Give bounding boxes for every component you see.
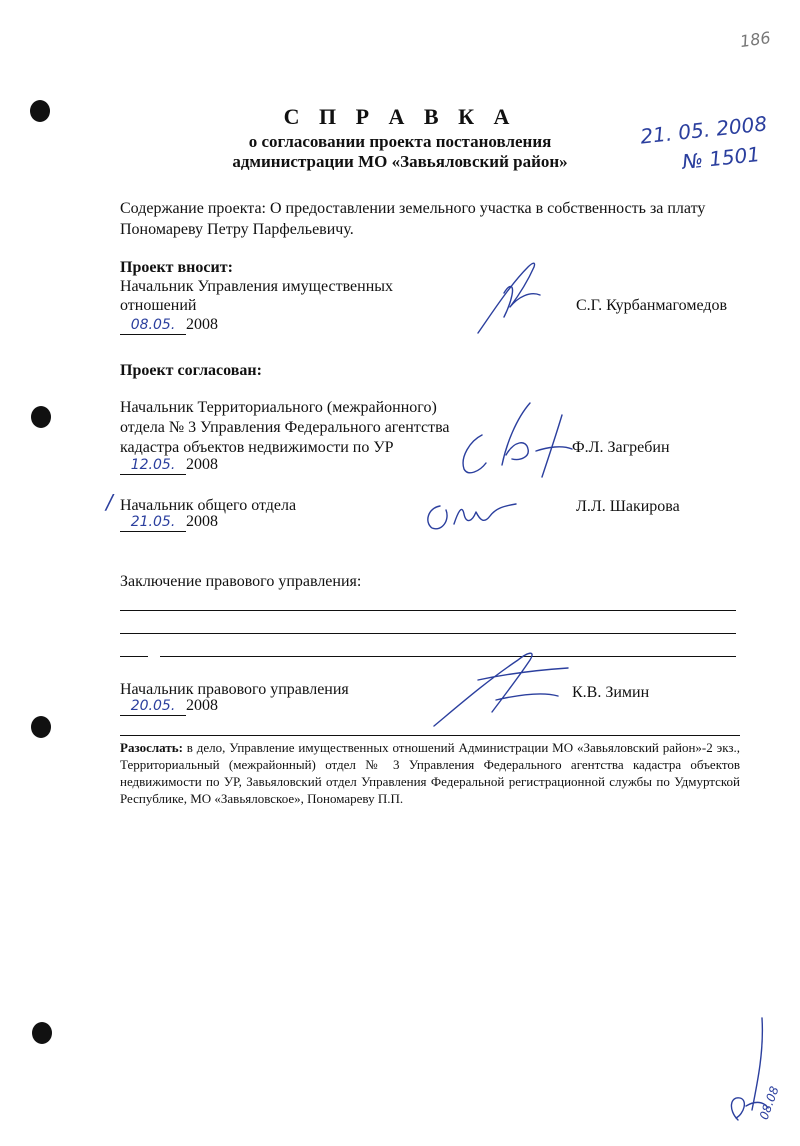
project-content: Содержание проекта: О предоставлении земельного участка в собственность за плату Пономареву Петру Парфельевичу. — [120, 200, 706, 238]
agreed-person1-date — [120, 456, 218, 475]
legal-line-2 — [120, 633, 736, 634]
agreed-person2-mark: / — [106, 490, 113, 514]
agreed-person2-position-line1: Начальник общего отдела — [120, 497, 297, 514]
agreed-person1-position-line3: кадастра объектов недвижимости по УР — [120, 439, 394, 456]
submitter-heading: Проект вносит: — [120, 259, 233, 276]
punch-hole-3 — [31, 716, 51, 738]
agreed-person1-name: Ф.Л. Загребин — [572, 439, 670, 456]
agreed-person2-date-hand: 21.05. — [130, 514, 176, 530]
legal-position: Начальник правового управления — [120, 681, 349, 698]
submitter-date-year: 2008 — [186, 316, 218, 333]
agreed-person1-position-line2: отдела № 3 Управления Федерального агентства — [120, 419, 450, 436]
legal-date — [120, 697, 218, 716]
agreed-person2-date — [120, 513, 218, 532]
submitter-position-line2: отношений — [120, 297, 197, 314]
distribution-text: в дело, Управление имущественных отношений Администрации МО «Завьяловский район»-2 экз., Территориальный (межрайонный) отдел № 3 Управления Федерального агентства кадастра объектов недвижимости по УР, Завьяловский отдел Управления Федеральной регистрационной службы по Удмуртской Республике, МО «Завьяловское», Пономареву П.П. — [120, 740, 740, 806]
legal-heading: Заключение правового управления: — [120, 573, 362, 590]
document-subtitle-line2: администрации МО «Завьяловский район» — [232, 152, 568, 171]
agreed-person1-date-hand: 12.05. — [130, 457, 176, 473]
submitter-signature — [470, 255, 560, 345]
punch-hole-2 — [31, 406, 51, 428]
submitter-name: С.Г. Курбанмагомедов — [576, 297, 728, 314]
agreed-person1-signature — [452, 395, 582, 485]
legal-line-3a — [120, 656, 148, 657]
handwritten-registration-date: 21. 05. 2008 — [639, 111, 769, 149]
agreed-person1-date-year: 2008 — [186, 456, 218, 473]
agreed-person2-signature — [420, 494, 530, 538]
punch-hole-4 — [32, 1022, 52, 1044]
distribution-separator — [120, 735, 740, 736]
corner-page-note: 186 — [738, 27, 772, 52]
submitter-position-line1: Начальник Управления имущественных — [120, 278, 394, 295]
distribution-label: Разослать: — [120, 740, 183, 755]
document-title: С П Р А В К А — [283, 104, 517, 129]
agreed-person1-position-line1: Начальник Территориального (межрайонного) — [120, 399, 437, 416]
agreed-person2-name: Л.Л. Шакирова — [576, 498, 680, 515]
agreed-heading: Проект согласован: — [120, 362, 262, 379]
document-subtitle-line1: о согласовании проекта постановления — [248, 132, 552, 151]
legal-date-hand: 20.05. — [130, 698, 176, 714]
handwritten-registration-number: № 1501 — [680, 141, 762, 175]
submitter-date-hand: 08.05. — [130, 317, 176, 333]
distribution-list — [120, 739, 740, 807]
agreed-person2-date-year: 2008 — [186, 513, 218, 530]
legal-line-1 — [120, 610, 736, 611]
legal-name: К.В. Зимин — [572, 684, 650, 701]
legal-date-year: 2008 — [186, 697, 218, 714]
footer-handwritten-date: 08.08 — [756, 1084, 782, 1122]
legal-signature — [418, 640, 588, 740]
submitter-date — [120, 316, 218, 335]
